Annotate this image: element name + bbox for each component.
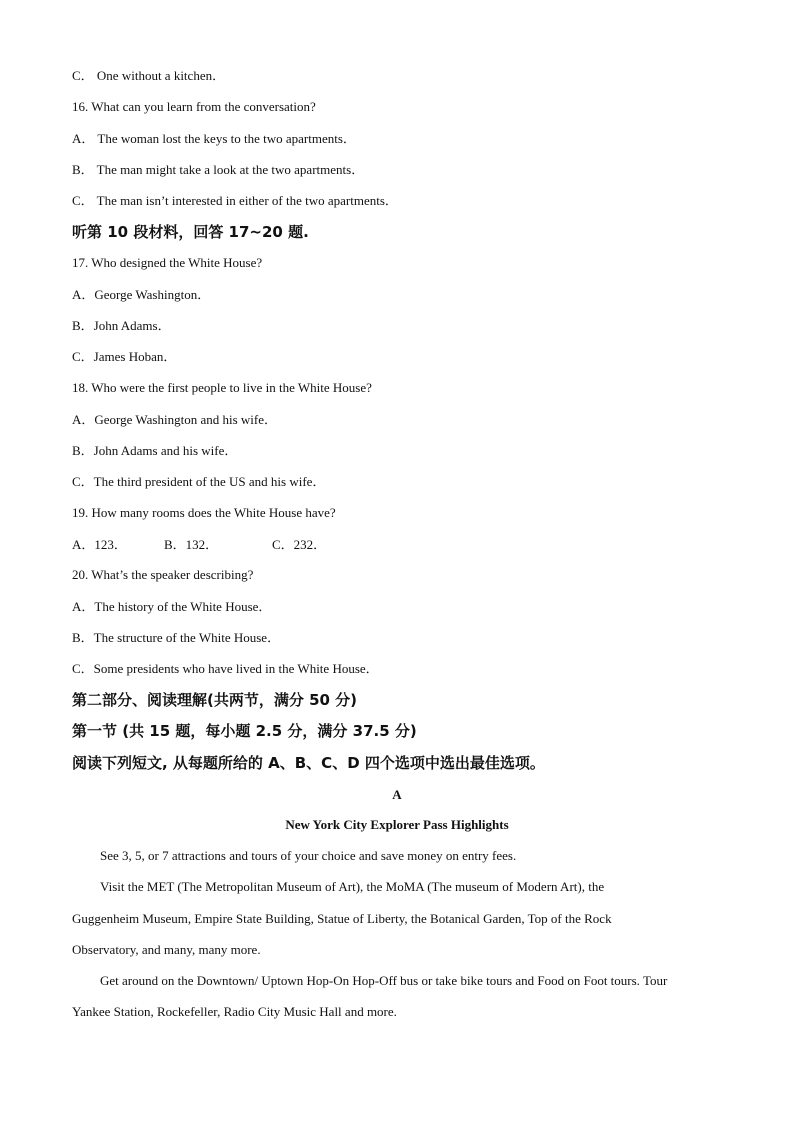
q18-option-b: B．John Adams and his wife．: [72, 443, 238, 458]
passage-paragraph-1: See 3, 5, or 7 attractions and tours of your choice and save money on entry fees.: [100, 848, 517, 863]
section-heading-material-10: 听第 10 段材料，回答 17~20 题.: [72, 223, 309, 241]
q17-option-a: A．George Washington．: [72, 287, 211, 302]
q17-option-b: B．John Adams．: [72, 318, 171, 333]
section-one-heading: 第一节 (共 15 题，每小题 2.5 分，满分 37.5 分): [72, 722, 417, 740]
passage-title: New York City Explorer Pass Highlights: [285, 817, 509, 832]
q16-option-c: C． The man isn’t interested in either of the two apartments．: [72, 193, 398, 208]
part-two-heading: 第二部分、阅读理解(共两节，满分 50 分): [72, 691, 358, 709]
question-20: 20. What’s the speaker describing?: [72, 567, 254, 582]
q18-option-a: A．George Washington and his wife．: [72, 412, 277, 427]
q20-option-c: C．Some presidents who have lived in the White House．: [72, 661, 379, 676]
question-16: 16. What can you learn from the conversation?: [72, 99, 316, 114]
passage-label-a: A: [392, 787, 402, 802]
q15-option-c: C． One without a kitchen．: [72, 68, 226, 83]
q16-option-a: A． The woman lost the keys to the two apartments．: [72, 131, 356, 146]
q20-option-b: B．The structure of the White House．: [72, 630, 281, 645]
q17-option-c: C．James Hoban．: [72, 349, 177, 364]
q16-option-b: B． The man might take a look at the two apartments．: [72, 162, 365, 177]
passage-paragraph-3-line-1: Get around on the Downtown/ Uptown Hop-On Hop-Off bus or take bike tours and Food on Foot tours. Tour: [100, 973, 668, 988]
q18-option-c: C．The third president of the US and his wife．: [72, 474, 326, 489]
passage-paragraph-2-line-2: Guggenheim Museum, Empire State Building, Statue of Liberty, the Botanical Garden, Top of the Rock: [72, 911, 612, 926]
question-19: 19. How many rooms does the White House have?: [72, 505, 336, 520]
question-17: 17. Who designed the White House?: [72, 255, 263, 270]
q19-option-c: C．232．: [272, 537, 327, 552]
passage-paragraph-3-line-2: Yankee Station, Rockefeller, Radio City Music Hall and more.: [72, 1004, 397, 1019]
passage-paragraph-2-line-3: Observatory, and many, many more.: [72, 942, 261, 957]
q19-option-a: A．123．: [72, 537, 127, 552]
q19-option-b: B．132．: [164, 537, 219, 552]
passage-paragraph-2-line-1: Visit the MET (The Metropolitan Museum of Art), the MoMA (The museum of Modern Art), the: [100, 879, 605, 894]
question-18: 18. Who were the first people to live in the White House?: [72, 380, 372, 395]
instructions-heading: 阅读下列短文, 从每题所给的 A、B、C、D 四个选项中选出最佳选项。: [72, 754, 545, 772]
q20-option-a: A．The history of the White House．: [72, 599, 272, 614]
